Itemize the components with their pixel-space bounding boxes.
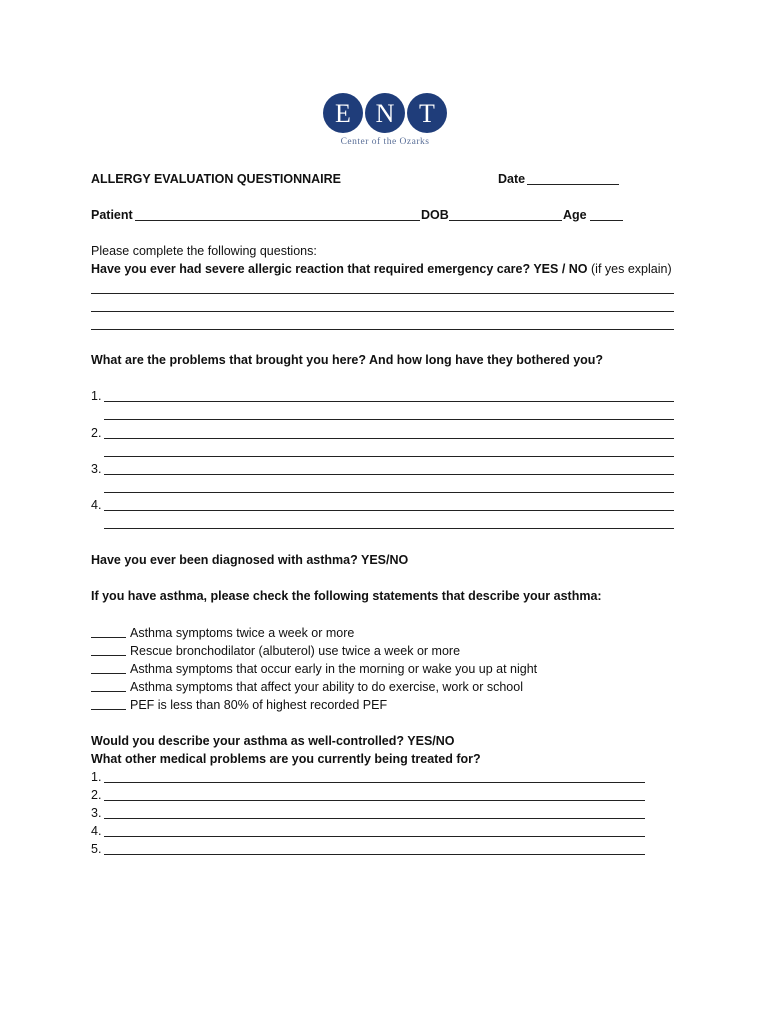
other-problem-number: 5.: [91, 842, 102, 856]
severe-reaction-question: [91, 261, 672, 277]
problem-line[interactable]: [104, 419, 674, 420]
statement-check-blank[interactable]: [91, 637, 126, 638]
problem-number: 1.: [91, 389, 102, 403]
svg-text:E: E: [335, 99, 351, 128]
asthma-statement: Asthma symptoms that occur early in the morning or wake you up at night: [130, 662, 538, 676]
problem-line[interactable]: [104, 474, 674, 475]
date-label: Date: [498, 172, 526, 186]
age-label: Age: [563, 208, 587, 222]
asthma-statement: PEF is less than 80% of highest recorded PEF: [130, 698, 388, 712]
date-field[interactable]: [527, 184, 619, 185]
problem-number: 3.: [91, 462, 102, 476]
explain-line[interactable]: [91, 311, 674, 312]
other-problem-number: 3.: [91, 806, 102, 820]
other-problem-line[interactable]: [104, 854, 645, 855]
other-problems-question: What other medical problems are you currently being treated for?: [91, 752, 481, 766]
patient-label: Patient: [91, 208, 133, 222]
statement-check-blank[interactable]: [91, 691, 126, 692]
problem-line[interactable]: [104, 456, 674, 457]
problem-line[interactable]: [104, 510, 674, 511]
asthma-controlled-question: Would you describe your asthma as well-controlled? YES/NO: [91, 734, 455, 748]
patient-name-field[interactable]: [135, 220, 420, 221]
asthma-statement: Asthma symptoms that affect your ability to do exercise, work or school: [130, 680, 523, 694]
other-problem-line[interactable]: [104, 800, 645, 801]
asthma-diagnosed-question: Have you ever been diagnosed with asthma? YES/NO: [91, 553, 409, 567]
problem-line[interactable]: [104, 401, 674, 402]
statement-check-blank[interactable]: [91, 709, 126, 710]
dob-field[interactable]: [449, 220, 562, 221]
other-problem-line[interactable]: [104, 782, 645, 783]
instruction-text: Please complete the following questions:: [91, 244, 317, 258]
problems-question: What are the problems that brought you here? And how long have they bothered you?: [91, 353, 604, 367]
ent-logo: [322, 92, 448, 150]
other-problem-number: 2.: [91, 788, 102, 802]
severe-reaction-note: (if yes explain): [591, 262, 672, 276]
form-title: ALLERGY EVALUATION QUESTIONNAIRE: [91, 172, 342, 186]
other-problem-number: 4.: [91, 824, 102, 838]
problem-number: 2.: [91, 426, 102, 440]
severe-reaction-text: Have you ever had severe allergic reaction that required emergency care? YES / NO: [91, 262, 588, 276]
asthma-check-prompt: If you have asthma, please check the following statements that describe your asthma:: [91, 589, 602, 603]
asthma-statement: Asthma symptoms twice a week or more: [130, 626, 355, 640]
age-field[interactable]: [590, 220, 623, 221]
ent-logo-graphic: [322, 92, 448, 150]
dob-label: DOB: [421, 208, 449, 222]
other-problem-line[interactable]: [104, 836, 645, 837]
problem-line[interactable]: [104, 528, 674, 529]
svg-text:N: N: [375, 99, 395, 128]
problem-line[interactable]: [104, 438, 674, 439]
problem-number: 4.: [91, 498, 102, 512]
svg-text:T: T: [419, 99, 435, 128]
explain-line[interactable]: [91, 329, 674, 330]
explain-line[interactable]: [91, 293, 674, 294]
svg-text:Center of the Ozarks: Center of the Ozarks: [340, 137, 430, 147]
statement-check-blank[interactable]: [91, 673, 126, 674]
other-problem-line[interactable]: [104, 818, 645, 819]
asthma-statement: Rescue bronchodilator (albuterol) use twice a week or more: [130, 644, 461, 658]
statement-check-blank[interactable]: [91, 655, 126, 656]
problem-line[interactable]: [104, 492, 674, 493]
other-problem-number: 1.: [91, 770, 102, 784]
